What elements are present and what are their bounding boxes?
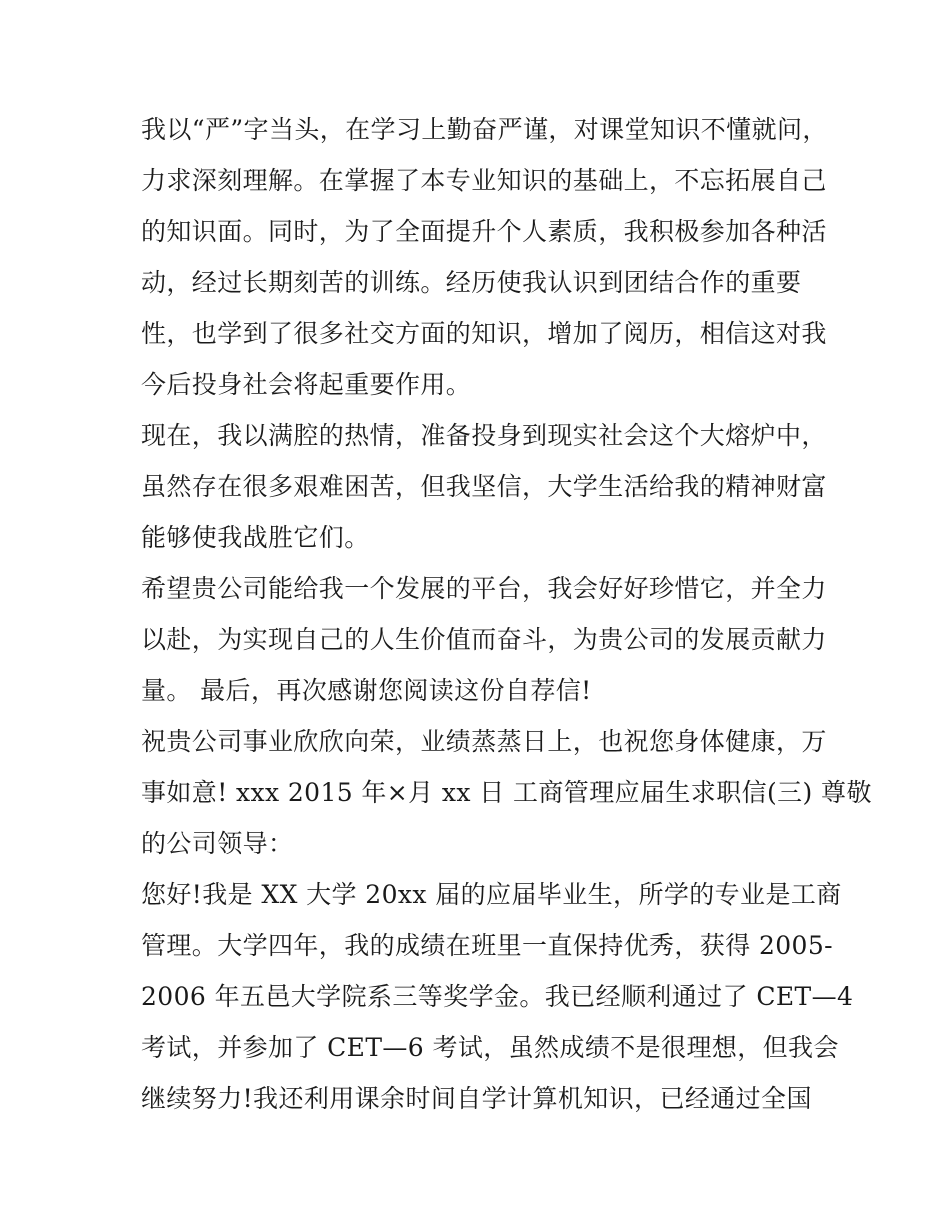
text-line: 的知识面。同时，为了全面提升个人素质，我积极参加各种活 <box>141 217 827 246</box>
text-line: 动，经过长期刻苦的训练。经历使我认识到团结合作的重要 <box>141 268 802 297</box>
text-line: 我以“严”字当头，在学习上勤奋严谨，对课堂知识不懂就问， <box>141 115 828 144</box>
text-line: 您好!我是 XX 大学 20xx 届的应届毕业生，所学的专业是工商 <box>141 880 842 909</box>
text-line: 希望贵公司能给我一个发展的平台，我会好好珍惜它，并全力 <box>141 574 827 603</box>
text-line: 考试，并参加了 CET—6 考试，虽然成绩不是很理想，但我会 <box>141 1033 839 1062</box>
text-line: 祝贵公司事业欣欣向荣，业绩蒸蒸日上，也祝您身体健康，万 <box>141 727 827 756</box>
text-line: 的公司领导： <box>141 829 294 858</box>
text-line: 事如意! xxx 2015 年×月 xx 日 工商管理应届生求职信(三) 尊敬 <box>141 778 872 807</box>
text-line: 今后投身社会将起重要作用。 <box>141 370 472 399</box>
text-line: 力求深刻理解。在掌握了本专业知识的基础上，不忘拓展自己 <box>141 166 827 195</box>
text-line: 管理。大学四年，我的成绩在班里一直保持优秀，获得 2005- <box>141 931 834 960</box>
text-line: 2006 年五邑大学院系三等奖学金。我已经顺利通过了 CET—4 <box>141 982 854 1011</box>
letter-body-text <box>141 104 872 1124</box>
text-line: 能够使我战胜它们。 <box>141 523 370 552</box>
text-line: 性，也学到了很多社交方面的知识，增加了阅历，相信这对我 <box>141 319 827 348</box>
text-line: 继续努力!我还利用课余时间自学计算机知识，已经通过全国 <box>141 1084 812 1113</box>
text-line: 虽然存在很多艰难困苦，但我坚信，大学生活给我的精神财富 <box>141 472 827 501</box>
text-line: 现在，我以满腔的热情，准备投身到现实社会这个大熔炉中， <box>141 421 827 450</box>
text-line: 量。 最后，再次感谢您阅读这份自荐信! <box>141 676 592 705</box>
text-line: 以赴，为实现自己的人生价值而奋斗，为贵公司的发展贡献力 <box>141 625 827 654</box>
